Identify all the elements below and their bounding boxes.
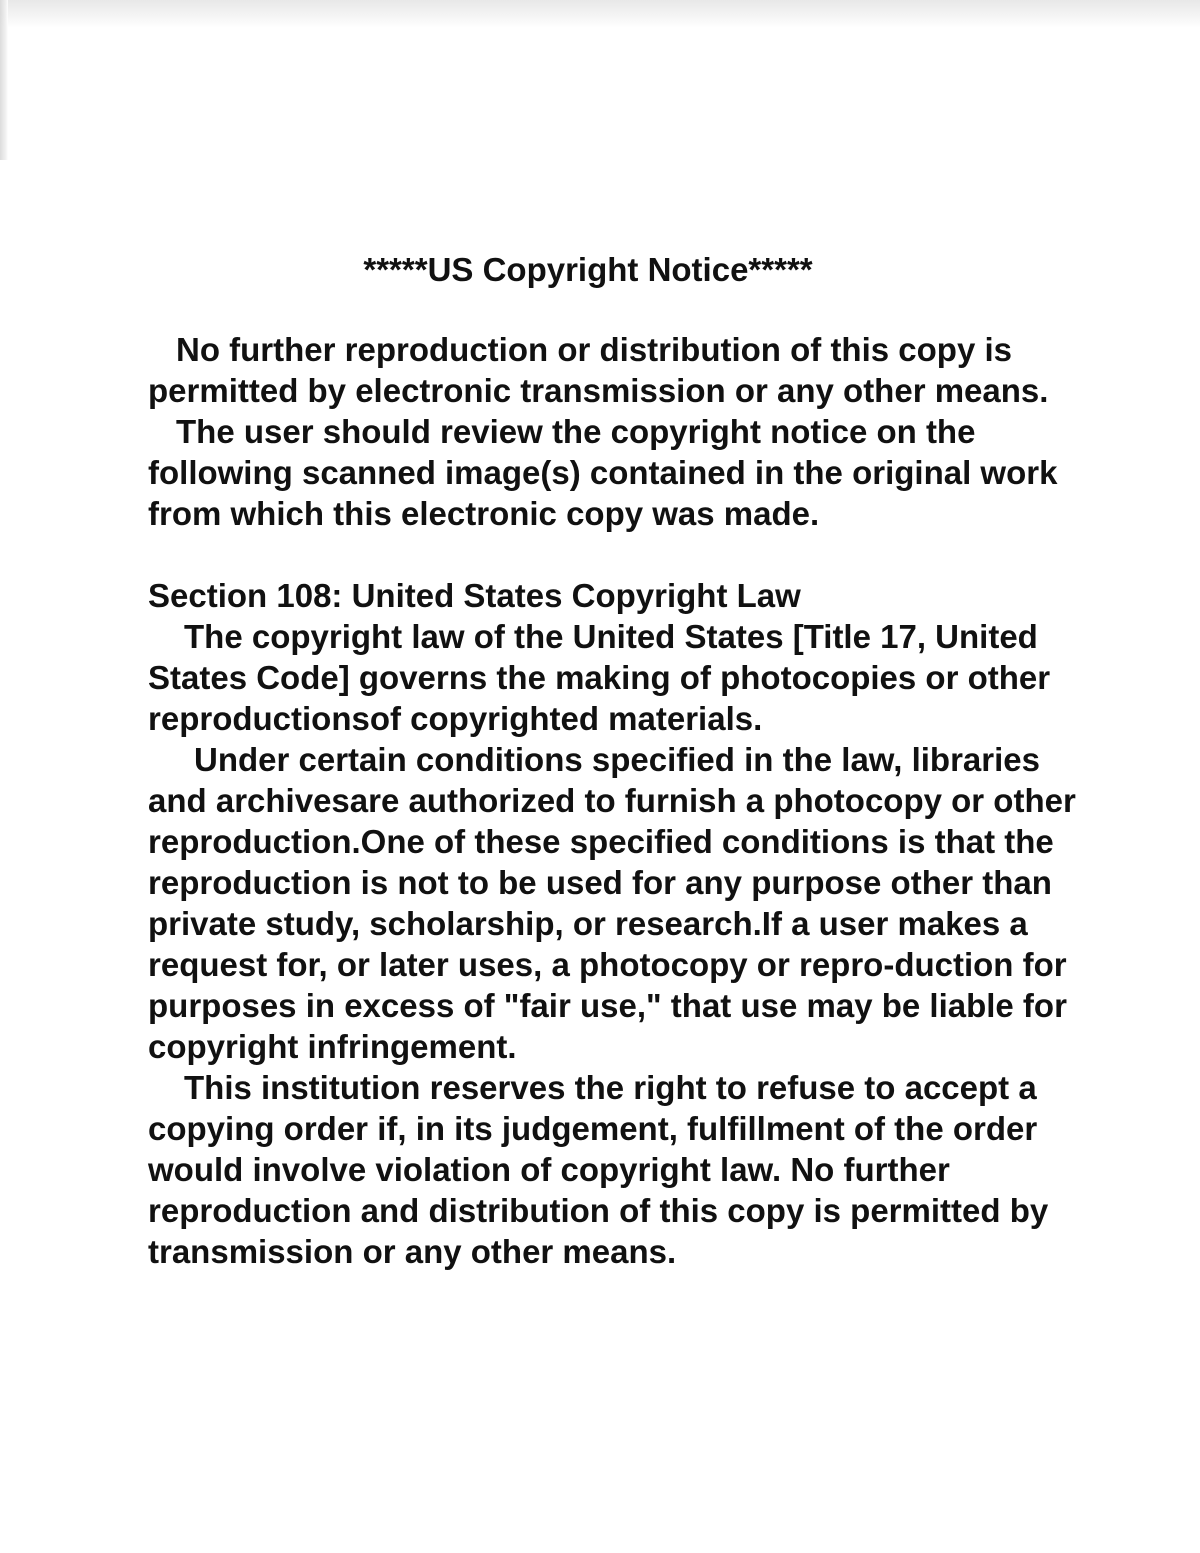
section-paragraph-refusal: This institution reserves the right to refuse to accept a copying order if, in its judgement, fulfillment of the order would involve violation of copyright law. No further reproduction and distribution of this copy is permitted by transmission or any other means. <box>148 1069 1049 1270</box>
section-paragraph-conditions: Under certain conditions specified in the law, libraries and archivesare authorized to furnish a photocopy or other reproduction.One of these specified conditions is that the reproduction is not to be used for any purpose other than private study, scholarship, or research.If a user makes a request for, or later uses, a photocopy or repro-duction for purposes in excess of "fair use," that use may be liable for copyright infringement. <box>148 741 1076 1065</box>
notice-body <box>148 248 1088 1272</box>
intro-paragraph-review: The user should review the copyright notice on the following scanned image(s) contained in the original work from which this electronic copy was made. <box>148 413 1058 532</box>
notice-title: *****US Copyright Notice***** <box>363 251 813 288</box>
scan-edge-shadow-left <box>0 0 8 160</box>
paragraph-spacer <box>148 534 1088 575</box>
section-paragraph-copyright-law: The copyright law of the United States [Title 17, United States Code] governs the making of photocopies or other reproductionsof copyrighted materials. <box>148 618 1051 737</box>
intro-paragraph-reproduction: No further reproduction or distribution of this copy is permitted by electronic transmission or any other means. <box>148 331 1049 409</box>
section-heading: Section 108: United States Copyright Law <box>148 577 801 614</box>
scan-edge-shadow-top <box>0 0 1200 28</box>
